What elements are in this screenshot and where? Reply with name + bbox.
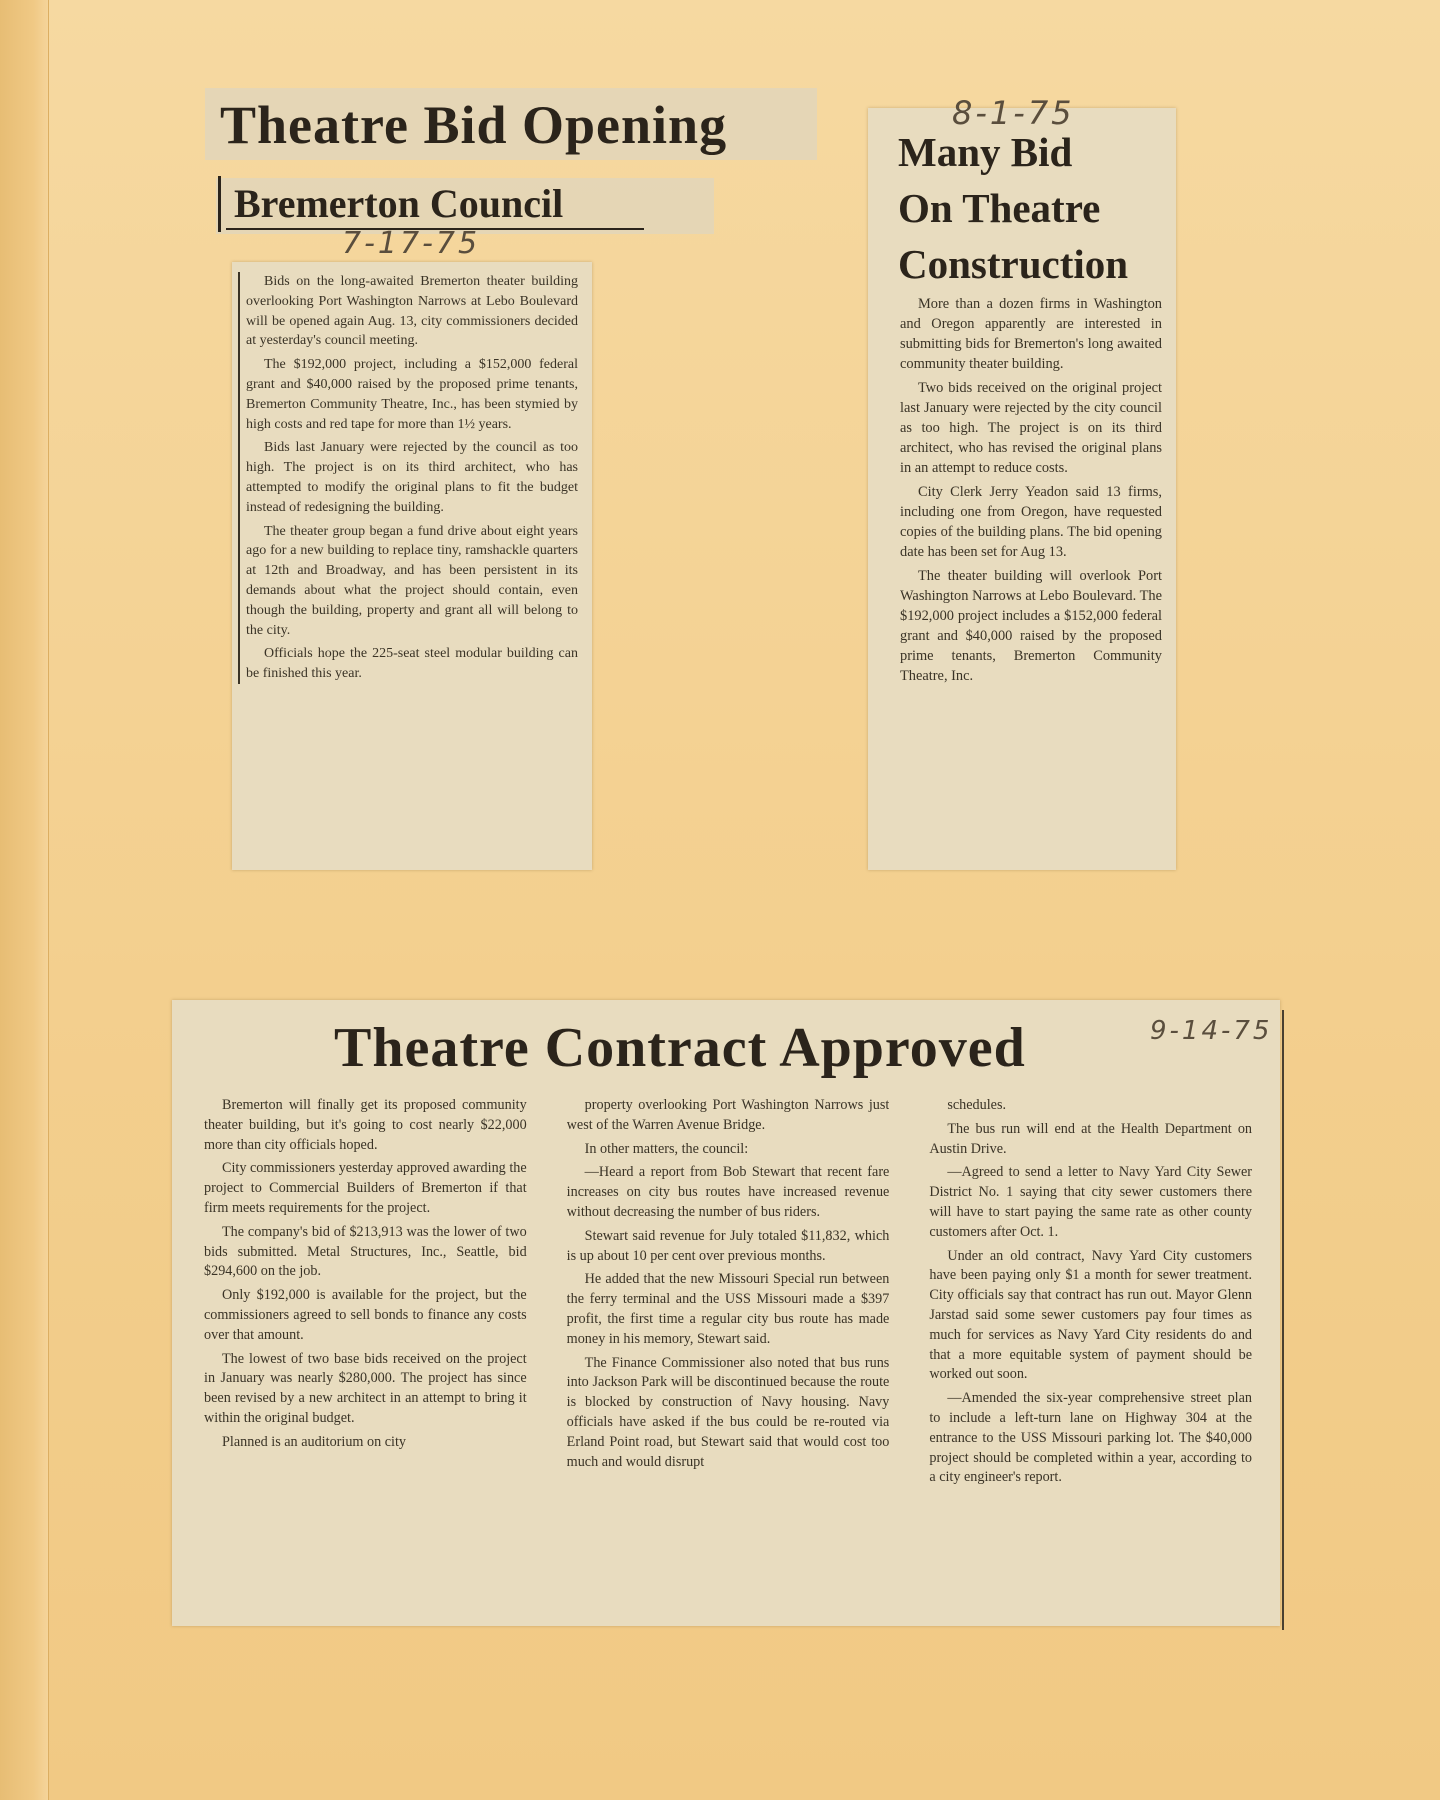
- paragraph: Bids last January were rejected by the council as too high. The project is on its third architect, who has attempted to modify the original plans to fit the budget instead of redesigning the building.: [246, 440, 578, 515]
- paragraph: Two bids received on the original project last January were rejected by the city council as too high. The project is on its third architect, who has revised the original plans in an attempt to reduce costs.: [900, 380, 1162, 476]
- paragraph: Bids on the long-awaited Bremerton theater building overlooking Port Washington Narrows at Lebo Boulevard will be opened again Aug. 13, city commissioners decided at yesterday's council meeting.: [246, 274, 578, 349]
- paragraph: Bremerton will finally get its proposed community theater building, but it's going to cost nearly $22,000 more than city officials hoped.: [204, 1097, 527, 1153]
- clipping2-handwritten-date: 8-1-75: [952, 94, 1075, 132]
- paragraph: The theater building will overlook Port Washington Narrows at Lebo Boulevard. The $192,000 project includes a $152,000 federal grant and $40,000 raised by the proposed prime tenants, Bremerton Community Theatre, Inc.: [900, 568, 1162, 684]
- headline-line: Many Bid: [898, 129, 1073, 175]
- clipping3-article: [172, 1000, 1280, 1626]
- paragraph: The theater group began a fund drive about eight years ago for a new building to replace tiny, ramshackle quarters at 12th and Broadway, and has been persistent in its demands about what the project should contain, even though the building, property and grant all will belong to the city.: [246, 523, 578, 638]
- headline-line: On Theatre: [898, 185, 1101, 231]
- paragraph: Only $192,000 is available for the project, but the commissioners agreed to sell bonds to finance any costs over that amount.: [204, 1287, 527, 1343]
- paragraph: —Agreed to send a letter to Navy Yard City Sewer District No. 1 saying that city sewer customers there will have to start paying the same rate as other county customers after Oct. 1.: [929, 1164, 1253, 1240]
- paragraph: The $192,000 project, including a $152,000 federal grant and $40,000 raised by the proposed prime tenants, Bremerton Community Theatre, Inc., has been stymied by high costs and red tape for more than 1½ years.: [246, 357, 578, 432]
- clipping3-columns: [204, 1096, 1252, 1614]
- clipping3-headline: Theatre Contract Approved: [334, 1017, 1026, 1079]
- paragraph: Stewart said revenue for July totaled $11,832, which is up about 10 per cent over previous months.: [566, 1227, 890, 1264]
- paragraph: City Clerk Jerry Yeadon said 13 firms, including one from Oregon, have requested copies of the building plans. The bid opening date has been set for Aug 13.: [900, 484, 1162, 560]
- clipping3-handwritten-date: 9-14-75: [1150, 1016, 1273, 1046]
- text-column-2: [567, 1096, 890, 1614]
- paragraph: property overlooking Port Washington Narrows just west of the Warren Avenue Bridge.: [566, 1097, 890, 1133]
- text-column-3: [929, 1096, 1252, 1614]
- paragraph: Officials hope the 225-seat steel modular building can be finished this year.: [246, 646, 578, 682]
- scrapbook-page-edge: [0, 0, 49, 1800]
- paragraph: More than a dozen firms in Washington and Oregon apparently are interested in submitting bids for Bremerton's long awaited community theater building.: [900, 296, 1162, 372]
- paragraph: schedules.: [947, 1097, 1007, 1113]
- clipping1-headline: Theatre Bid Opening: [220, 95, 728, 155]
- paragraph: The Finance Commissioner also noted that bus runs into Jackson Park will be discontinued because the route is blocked by construction of Navy housing. Navy officials have asked if the bus could be re-routed via Erland Point road, but Stewart said that would cost too much and would disrupt: [566, 1354, 890, 1470]
- paragraph: He added that the new Missouri Special run between the ferry terminal and the USS Missouri made a $397 profit, the first time a regular city bus route has made money in his memory, Stewart said.: [566, 1271, 890, 1347]
- text-column-1: [204, 1096, 527, 1614]
- paragraph: —Heard a report from Bob Stewart that recent fare increases on city bus routes have increased revenue without decreasing the number of bus riders.: [566, 1164, 890, 1220]
- clipping2-text-column: [900, 294, 1162, 690]
- clipping1-handwritten-date: 7-17-75: [342, 226, 481, 261]
- paragraph: In other matters, the council:: [584, 1140, 749, 1157]
- headline-line: Construction: [898, 241, 1129, 287]
- paragraph: The company's bid of $213,913 was the lower of two bids submitted. Metal Structures, Inc., Seattle, bid $294,600 on the job.: [204, 1223, 527, 1280]
- clipping2-headline: [898, 124, 1128, 292]
- paragraph: The bus run will end at the Health Department on Austin Drive.: [929, 1120, 1253, 1157]
- clipping1-article: [232, 262, 592, 870]
- paragraph: Planned is an auditorium on city: [222, 1433, 407, 1450]
- paragraph: The lowest of two base bids received on the project in January was nearly $280,000. The project has since been revised by a new architect in an attempt to bring it within the original budget.: [204, 1350, 527, 1426]
- clipping1-subhead: Bremerton Council: [234, 181, 564, 226]
- paragraph: City commissioners yesterday approved awarding the project to Commercial Builders of Bremerton if that firm meets requirements for the project.: [204, 1160, 527, 1216]
- clipping2-article: [868, 94, 1176, 870]
- paragraph: —Amended the six-year comprehensive street plan to include a left-turn lane on Highway 304 at the entrance to the USS Missouri parking lot. The $40,000 project should be completed within a year, according to a city engineer's report.: [929, 1390, 1253, 1486]
- clipping1-text-column: [238, 272, 578, 684]
- subhead-rule: [218, 176, 221, 232]
- paragraph: Under an old contract, Navy Yard City customers have been paying only $1 a month for sewer treatment. City officials say that contract has run out. Mayor Glenn Jarstad said some sewer customers pay four times as much for services as Navy Yard City residents do and that a more equitable system of payment should be worked out soon.: [929, 1247, 1253, 1383]
- column-rule: [1282, 1010, 1284, 1630]
